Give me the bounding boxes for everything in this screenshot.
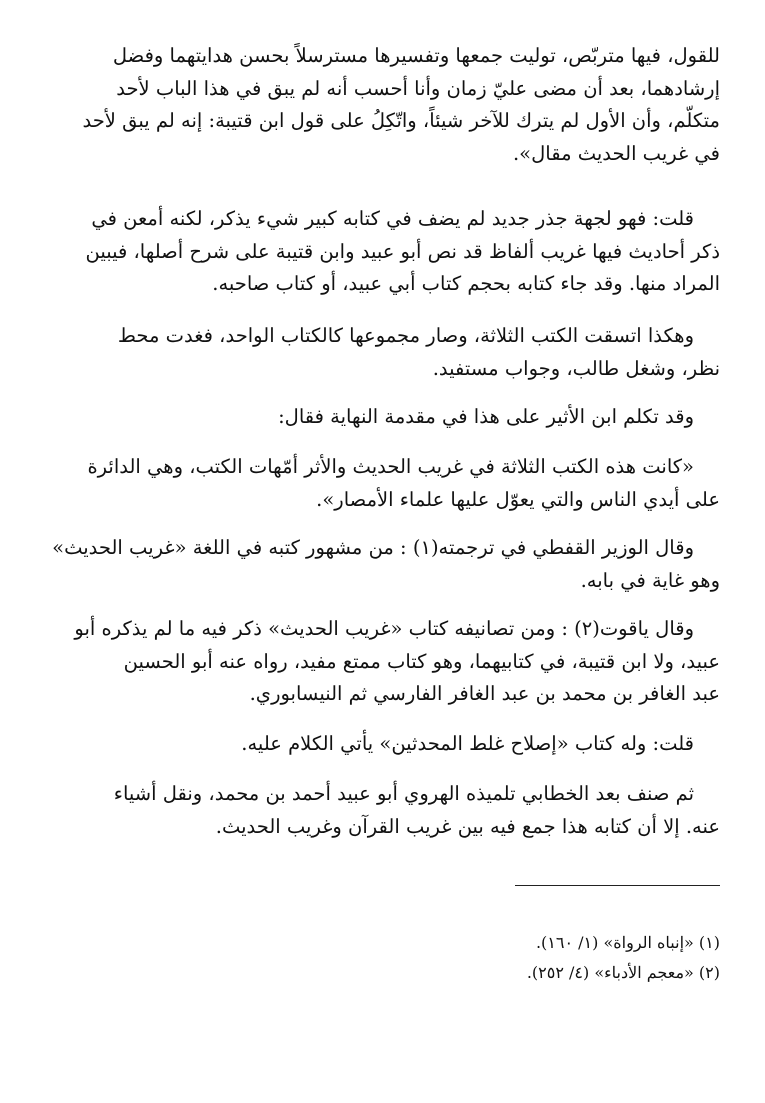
paragraph-7 bbox=[50, 613, 720, 711]
line: نظر، وشغل طالب، وجواب مستفيد. bbox=[432, 356, 720, 380]
line: وهكذا اتسقت الكتب الثلاثة، وصار مجموعها كالكتاب الواحد، فغدت محط bbox=[117, 324, 694, 347]
paragraph-1 bbox=[50, 40, 720, 170]
line: قلت: فهو لجهة جذر جديد لم يضف في كتابه كبير شيء يذكر، لكنه أمعن في bbox=[91, 207, 694, 230]
line: وقال الوزير القفطي في ترجمته(١) : من مشهور كتبه في اللغة «غريب الحديث» bbox=[52, 536, 694, 559]
paragraph-6 bbox=[50, 532, 720, 597]
footnote-2: (٢) «معجم الأدباء» (٤/ ٢٥٢). bbox=[526, 963, 720, 982]
line: وقال ياقوت(٢) : ومن تصانيفه كتاب «غريب الحديث» ذكر فيه ما لم يذكره أبو bbox=[74, 617, 694, 640]
line: إرشادهما، بعد أن مضى عليّ زمان وأنا أحسب أنه لم يبق في هذا الباب لأحد bbox=[116, 76, 720, 100]
line: عنه. إلا أن كتابه هذا جمع فيه بين غريب القرآن وغريب الحديث. bbox=[215, 814, 720, 838]
line: في غريب الحديث مقال». bbox=[512, 141, 720, 165]
line: وهو غاية في بابه. bbox=[580, 568, 720, 592]
line: عبيد، ولا ابن قتيبة، في كتابيهما، وهو كتاب ممتع مفيد، رواه عنه أبو الحسين bbox=[123, 649, 720, 673]
line: ثم صنف بعد الخطابي تلميذه الهروي أبو عبيد أحمد بن محمد، ونقل أشياء bbox=[113, 782, 694, 805]
line: متكلّم، وأن الأول لم يترك للآخر شيئاً، واتّكِلُ على قول ابن قتيبة: إنه لم يبق لأحد bbox=[82, 109, 720, 132]
paragraph-3 bbox=[50, 320, 720, 385]
footnote-1: (١) «إنباه الرواة» (١/ ١٦٠). bbox=[535, 933, 720, 952]
footnotes bbox=[50, 928, 720, 988]
paragraph-8 bbox=[50, 728, 720, 761]
line: «كانت هذه الكتب الثلاثة في غريب الحديث والأثر أمّهات الكتب، وهي الدائرة bbox=[87, 455, 694, 478]
line: المراد منها. وقد جاء كتابه بحجم كتاب أبي عبيد، أو كتاب صاحبه. bbox=[212, 272, 720, 295]
line: عبد الغافر بن محمد بن عبد الغافر الفارسي ثم النيسابوري. bbox=[249, 682, 720, 705]
line: للقول، فيها متربّص، توليت جمعها وتفسيرها مسترسلاً بحسن هدايتهما وفضل bbox=[112, 44, 720, 67]
line: وقد تكلم ابن الأثير على هذا في مقدمة النهاية فقال: bbox=[278, 405, 694, 428]
paragraph-9 bbox=[50, 778, 720, 843]
line: على أيدي الناس والتي يعوّل عليها علماء الأمصار». bbox=[316, 487, 720, 511]
line: ذكر أحاديث فيها غريب ألفاظ قد نص أبو عبيد وابن قتيبة على شرح أصلها، فيبين bbox=[85, 239, 720, 263]
paragraph-5-quote bbox=[50, 451, 720, 516]
line: قلت: وله كتاب «إصلاح غلط المحدثين» يأتي الكلام عليه. bbox=[241, 732, 694, 755]
paragraph-2 bbox=[50, 203, 720, 301]
paragraph-4 bbox=[50, 401, 720, 434]
footnote-divider bbox=[515, 885, 720, 886]
